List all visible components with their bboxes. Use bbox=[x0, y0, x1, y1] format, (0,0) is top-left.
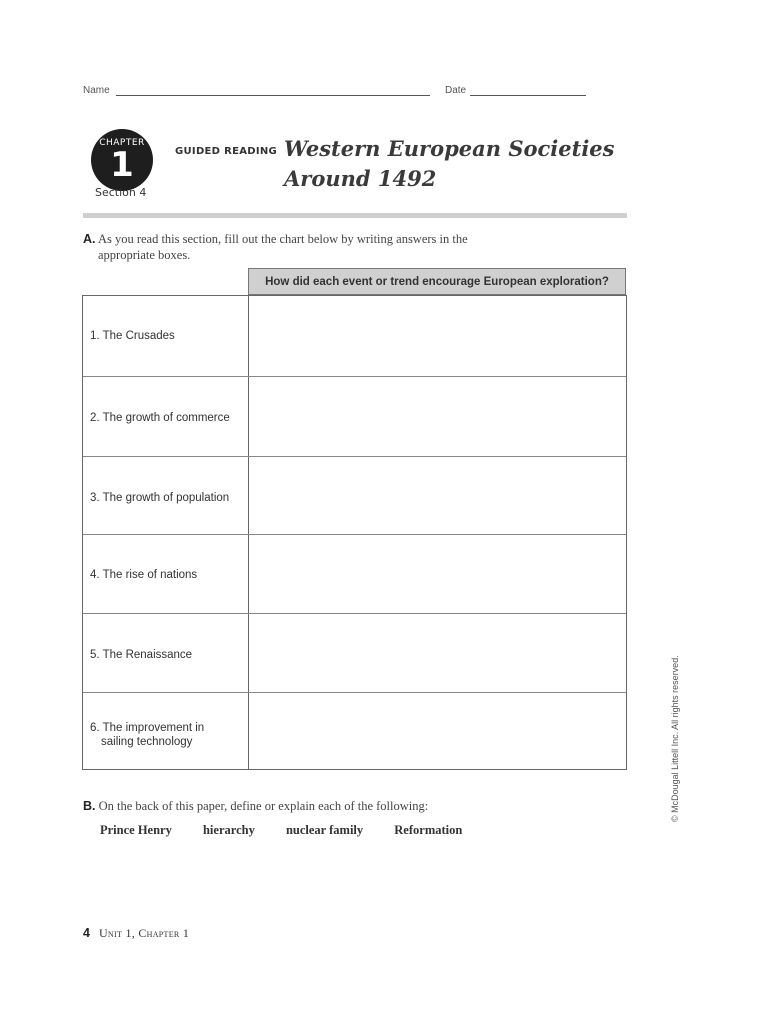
header-divider bbox=[83, 213, 627, 218]
copyright-notice: © McDougal Littell Inc. All rights reserved. bbox=[670, 655, 680, 822]
part-a-line-2: appropriate boxes. bbox=[98, 248, 191, 262]
row-label-line-1: 6. The improvement in bbox=[90, 722, 205, 734]
part-b-letter: B. bbox=[83, 799, 96, 813]
row-label bbox=[90, 411, 240, 425]
date-label: Date bbox=[445, 85, 467, 96]
row-label-line-1: 1. The Crusades bbox=[90, 330, 175, 342]
part-a-instructions bbox=[83, 231, 553, 263]
row-label bbox=[90, 491, 240, 505]
row-label-line-1: 3. The growth of population bbox=[90, 492, 230, 504]
footer-unit-text: Unit 1, Chapter 1 bbox=[98, 926, 190, 940]
table-row bbox=[83, 296, 626, 376]
row-label bbox=[90, 648, 240, 662]
table-row bbox=[83, 613, 626, 692]
term-item: nuclear family bbox=[285, 823, 364, 837]
row-label-line-2: sailing technology bbox=[101, 736, 193, 748]
row-label bbox=[90, 329, 240, 343]
table-row bbox=[83, 534, 626, 613]
chapter-number: 1 bbox=[110, 145, 134, 185]
table-row bbox=[83, 456, 626, 535]
chapter-label: CHAPTER bbox=[99, 138, 145, 148]
part-b-terms bbox=[100, 823, 490, 838]
part-b-instructions bbox=[83, 799, 428, 814]
title-line-2: Around 1492 bbox=[284, 166, 437, 191]
date-field[interactable] bbox=[470, 95, 586, 96]
chart-column-header: How did each event or trend encourage European exploration? bbox=[248, 268, 626, 295]
term-item: hierarchy bbox=[202, 823, 255, 837]
answer-cell[interactable] bbox=[249, 296, 627, 376]
part-a-line-1: As you read this section, fill out the chart below by writing answers in the bbox=[97, 232, 468, 246]
part-a-letter: A. bbox=[83, 232, 96, 246]
row-label-line-1: 5. The Renaissance bbox=[90, 649, 193, 661]
row-label bbox=[90, 568, 240, 582]
answer-cell[interactable] bbox=[249, 535, 627, 613]
term-item: Reformation bbox=[394, 823, 463, 837]
chapter-badge bbox=[91, 129, 153, 191]
exploration-chart bbox=[82, 268, 627, 770]
chart-body bbox=[82, 295, 627, 770]
guided-reading-label: GUIDED READING bbox=[175, 146, 278, 157]
title-line-1: Western European Societies bbox=[284, 136, 615, 161]
answer-cell[interactable] bbox=[249, 457, 627, 535]
section-label: Section 4 bbox=[95, 186, 147, 199]
part-b-text: On the back of this paper, define or explain each of the following: bbox=[98, 799, 429, 813]
page-number: 4 bbox=[83, 926, 90, 940]
page-title bbox=[284, 134, 615, 194]
table-row bbox=[83, 692, 626, 770]
row-label-line-1: 2. The growth of commerce bbox=[90, 412, 230, 424]
page-footer bbox=[83, 926, 189, 941]
name-label: Name bbox=[83, 85, 110, 96]
answer-cell[interactable] bbox=[249, 614, 627, 692]
row-label-line-1: 4. The rise of nations bbox=[90, 569, 198, 581]
term-item: Prince Henry bbox=[100, 823, 172, 837]
answer-cell[interactable] bbox=[249, 693, 627, 770]
name-field[interactable] bbox=[116, 95, 430, 96]
answer-cell[interactable] bbox=[249, 377, 627, 456]
row-label bbox=[90, 721, 240, 749]
table-row bbox=[83, 376, 626, 456]
